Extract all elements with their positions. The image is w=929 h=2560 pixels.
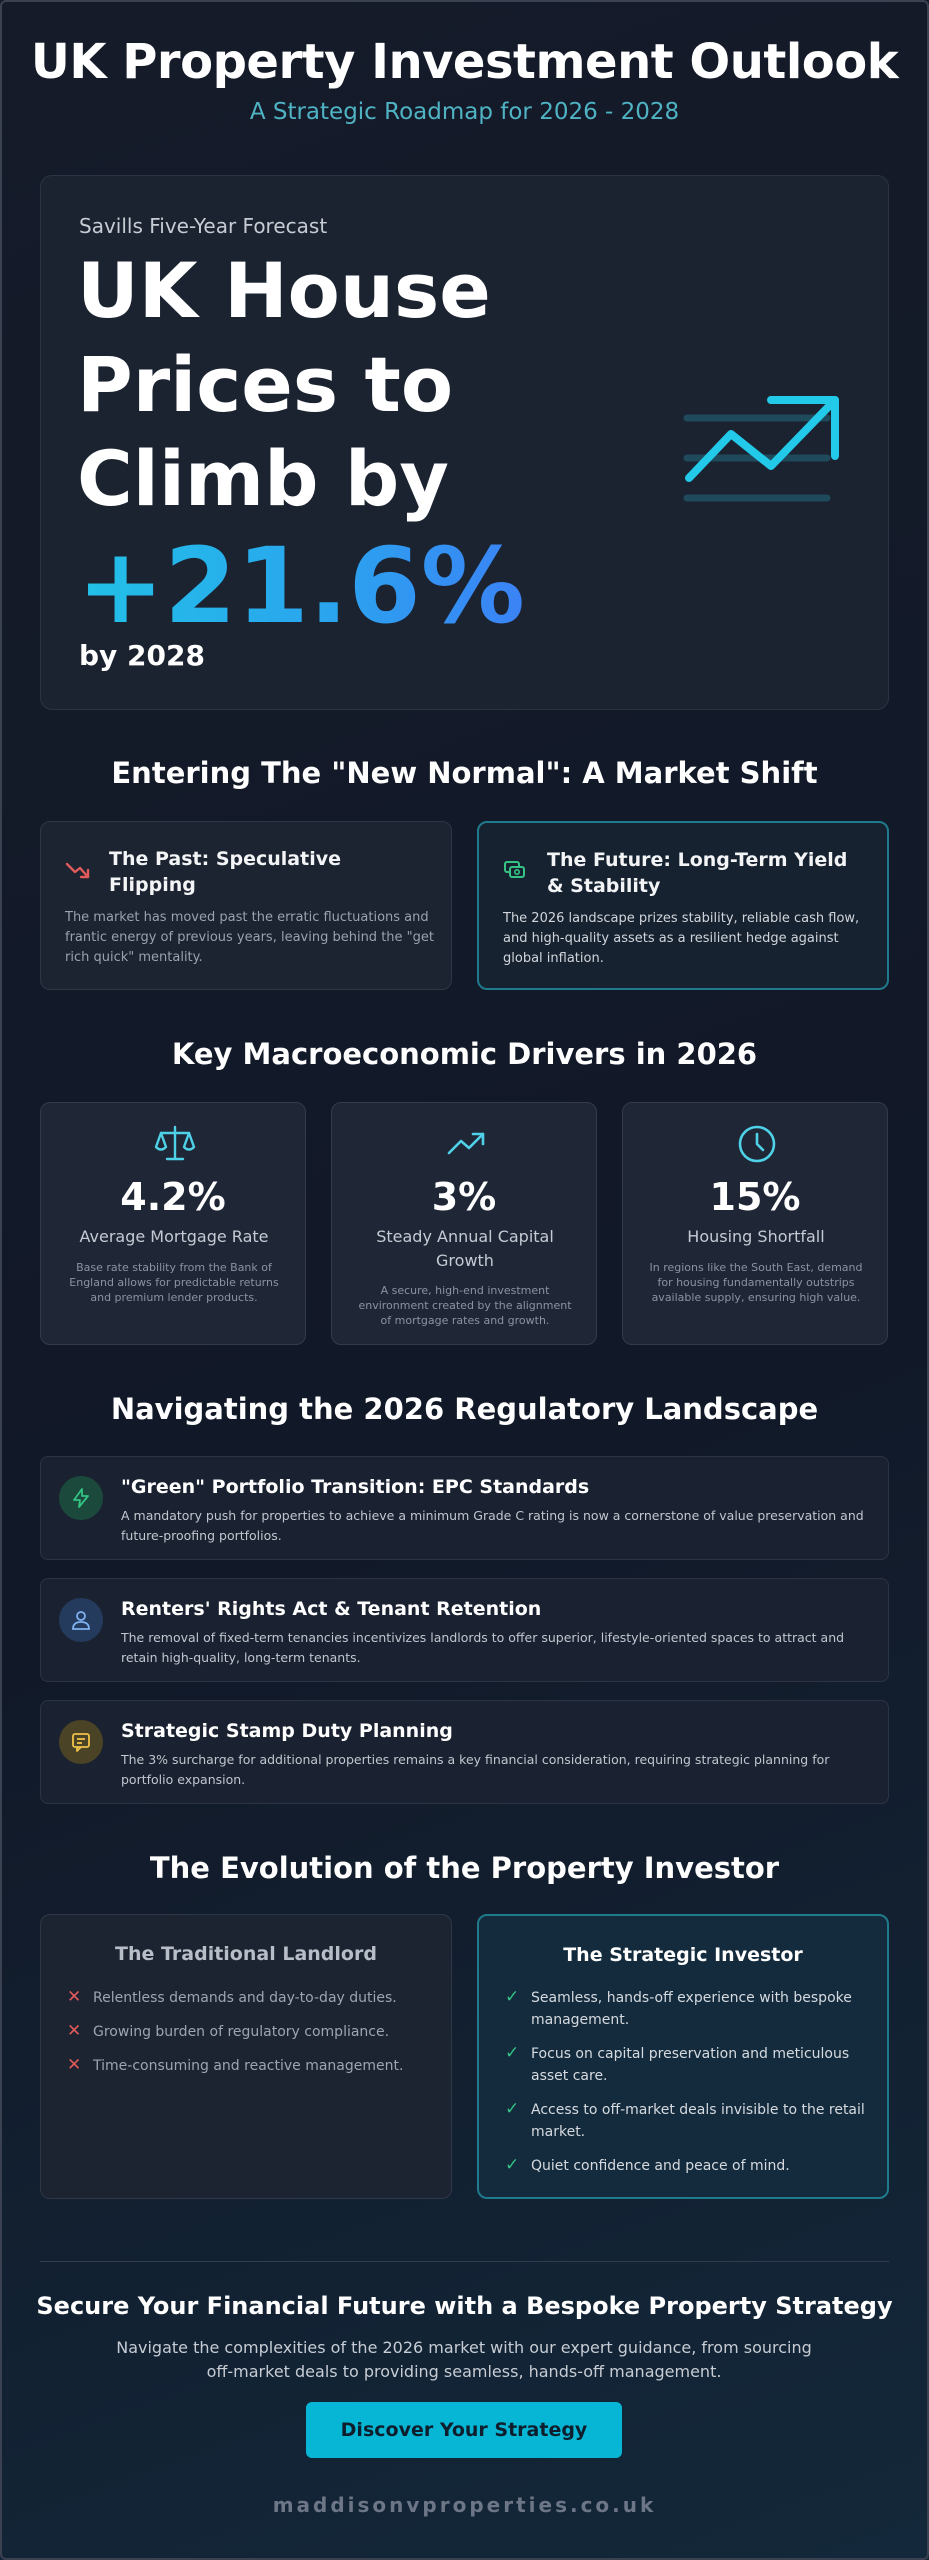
trending-up-icon [641, 386, 841, 526]
driver-text: Base rate stability from the Bank of England allows for predictable returns and premium lender products. [69, 1261, 279, 1304]
drivers-title: Key Macroeconomic Drivers in 2026 [171, 1037, 758, 1071]
driver-value: 15% [709, 1175, 801, 1219]
regulation-text: The removal of fixed-term tenancies incentivizes landlords to offer superior, lifestyle-oriented spaces to attract and retain high-quality, long-term tenants. [121, 1630, 845, 1665]
regulation-item-stamp-duty [40, 1700, 889, 1804]
past-title: The Past: Speculative Flipping [109, 848, 341, 896]
trending-down-icon [65, 860, 91, 882]
strategic-investor-card: The Strategic Investor ✓ Seamless, hands-off experience with bespoke management. ✓ Focus on capital preservation and meticulous asset care. ✓ Access to off-market deals invisible to the retail market. ✓ Quiet confidence and peace of mind. [477, 1914, 889, 2199]
regulation-item-epc [40, 1456, 889, 1560]
hero-headline: UK House Prices to Climb by [77, 246, 491, 523]
driver-card-mortgage [40, 1102, 306, 1345]
clock-icon [736, 1123, 778, 1165]
scale-icon [154, 1123, 196, 1165]
evolution-title: The Evolution of the Property Investor [149, 1851, 780, 1885]
strategic-title: The Strategic Investor [563, 1944, 803, 1966]
lightning-icon [59, 1476, 103, 1520]
hero-card [40, 175, 889, 710]
driver-label: Housing Shortfall [687, 1227, 825, 1246]
regulatory-title: Navigating the 2026 Regulatory Landscape [110, 1392, 819, 1426]
check-icon: ✓ [505, 2099, 520, 2119]
page-subtitle: A Strategic Roadmap for 2026 - 2028 [249, 99, 680, 125]
receipt-icon [59, 1720, 103, 1764]
hero-suffix: by 2028 [79, 639, 205, 672]
past-card [40, 821, 452, 990]
regulation-text: A mandatory push for properties to achieve a minimum Grade C rating is now a cornerstone of value preservation and future-proofing portfolios. [121, 1508, 864, 1543]
driver-value: 3% [431, 1175, 497, 1219]
trending-up-icon [445, 1123, 487, 1165]
divider [40, 2261, 889, 2262]
cash-icon [503, 859, 529, 881]
cross-icon: ✕ [67, 1987, 82, 2007]
hero-kicker: Savills Five-Year Forecast [79, 214, 328, 238]
future-title: The Future: Long-Term Yield & Stability [547, 849, 848, 897]
future-text: The 2026 landscape prizes stability, reliable cash flow, and high-quality assets as a resilient hedge against global inflation. [503, 911, 860, 966]
regulation-title: "Green" Portfolio Transition: EPC Standards [121, 1476, 590, 1498]
check-icon: ✓ [505, 2155, 520, 2175]
driver-text: A secure, high-end investment environment created by the alignment of mortgage rates and growth. [358, 1284, 572, 1327]
discover-strategy-button[interactable]: Discover Your Strategy [306, 2402, 622, 2458]
driver-value: 4.2% [120, 1175, 226, 1219]
footer-website-link[interactable]: maddisonvproperties.co.uk [272, 2493, 657, 2517]
cross-icon: ✕ [67, 2021, 82, 2041]
user-icon [59, 1598, 103, 1642]
market-shift-title: Entering The "New Normal": A Market Shift [111, 756, 818, 790]
check-icon: ✓ [505, 1987, 520, 2007]
past-text: The market has moved past the erratic fluctuations and frantic energy of previous years, leaving behind the "get rich quick" mentality. [65, 910, 434, 965]
regulation-title: Renters' Rights Act & Tenant Retention [121, 1598, 542, 1620]
regulation-title: Strategic Stamp Duty Planning [121, 1720, 453, 1742]
cta-title: Secure Your Financial Future with a Bespoke Property Strategy [36, 2292, 893, 2320]
driver-card-growth [331, 1102, 597, 1345]
cta-text: Navigate the complexities of the 2026 market with our expert guidance, from sourcing off-market deals to providing seamless, hands-off management. [116, 2338, 812, 2381]
hero-value: +21.6% [77, 525, 525, 647]
regulation-item-renters [40, 1578, 889, 1682]
cross-icon: ✕ [67, 2055, 82, 2075]
check-icon: ✓ [505, 2043, 520, 2063]
regulation-text: The 3% surcharge for additional properties remains a key financial consideration, requiring strategic planning for portfolio expansion. [121, 1752, 830, 1787]
driver-label: Average Mortgage Rate [79, 1227, 269, 1246]
future-card [477, 821, 889, 990]
driver-card-shortfall [622, 1102, 888, 1345]
traditional-title: The Traditional Landlord [115, 1943, 377, 1965]
driver-label: Steady Annual Capital Growth [376, 1227, 554, 1270]
traditional-landlord-card: The Traditional Landlord ✕ Relentless demands and day-to-day duties. ✕ Growing burden of regulatory compliance. ✕ Time-consuming and reactive management. [40, 1914, 452, 2199]
page-title: UK Property Investment Outlook [30, 34, 899, 90]
driver-text: In regions like the South East, demand for housing fundamentally outstrips available supply, ensuring high value. [649, 1261, 863, 1304]
